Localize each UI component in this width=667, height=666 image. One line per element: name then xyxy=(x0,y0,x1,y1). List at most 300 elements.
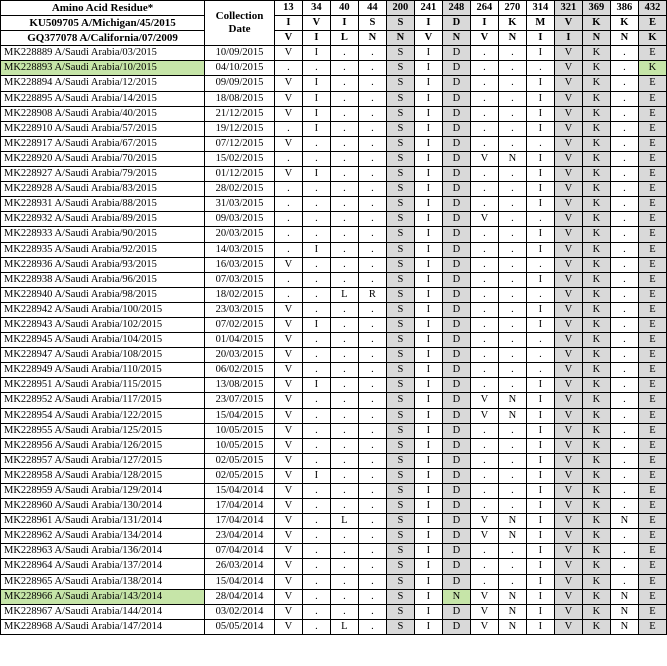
residue-cell: S xyxy=(386,136,414,151)
residue-cell: V xyxy=(274,393,302,408)
residue-cell: . xyxy=(274,212,302,227)
table-row xyxy=(1,106,667,121)
table-row xyxy=(1,227,667,242)
residue-cell: . xyxy=(610,257,638,272)
residue-cell: . xyxy=(330,121,358,136)
residue-cell: I xyxy=(414,544,442,559)
residue-cell: S xyxy=(386,438,414,453)
residue-cell: E xyxy=(638,302,666,317)
residue-cell: K xyxy=(582,619,610,634)
table-row xyxy=(1,197,667,212)
residue-cell: I xyxy=(414,514,442,529)
residue-cell: . xyxy=(470,91,498,106)
residue-cell: V xyxy=(470,589,498,604)
residue-cell: . xyxy=(610,438,638,453)
residue-cell: . xyxy=(274,182,302,197)
residue-cell: . xyxy=(358,408,386,423)
residue-cell: . xyxy=(498,257,526,272)
table-body xyxy=(1,46,667,635)
residue-cell: E xyxy=(638,363,666,378)
residue-cell: D xyxy=(442,227,470,242)
residue-cell: E xyxy=(638,393,666,408)
reference-residue: L xyxy=(330,31,358,46)
residue-cell: N xyxy=(610,604,638,619)
residue-cell: . xyxy=(610,121,638,136)
residue-cell: V xyxy=(554,242,582,257)
residue-cell: . xyxy=(330,468,358,483)
residue-cell: . xyxy=(610,574,638,589)
table-row xyxy=(1,136,667,151)
residue-cell: . xyxy=(498,484,526,499)
strain-name: MK228951 A/Saudi Arabia/115/2015 xyxy=(1,378,205,393)
residue-cell: . xyxy=(358,499,386,514)
table-row xyxy=(1,167,667,182)
residue-cell: . xyxy=(610,272,638,287)
residue-cell: E xyxy=(638,317,666,332)
residue-cell: I xyxy=(526,529,554,544)
residue-cell: . xyxy=(358,529,386,544)
reference-residue: K xyxy=(582,16,610,31)
residue-cell: . xyxy=(330,363,358,378)
residue-cell: S xyxy=(386,604,414,619)
residue-cell: K xyxy=(582,212,610,227)
residue-cell: I xyxy=(526,106,554,121)
reference-row xyxy=(1,31,667,46)
residue-cell: E xyxy=(638,333,666,348)
residue-cell: V xyxy=(554,514,582,529)
residue-cell: I xyxy=(526,544,554,559)
collection-date: 16/03/2015 xyxy=(205,257,275,272)
collection-date: 15/02/2015 xyxy=(205,151,275,166)
residue-cell: I xyxy=(414,604,442,619)
residue-cell: . xyxy=(470,333,498,348)
residue-cell: K xyxy=(582,529,610,544)
residue-cell: . xyxy=(358,619,386,634)
residue-cell: D xyxy=(442,257,470,272)
strain-name: MK228927 A/Saudi Arabia/79/2015 xyxy=(1,167,205,182)
residue-cell: S xyxy=(386,227,414,242)
residue-cell: K xyxy=(582,604,610,619)
residue-cell: D xyxy=(442,604,470,619)
residue-cell: S xyxy=(386,378,414,393)
residue-cell: . xyxy=(330,272,358,287)
residue-cell: . xyxy=(498,106,526,121)
residue-cell: . xyxy=(470,197,498,212)
collection-date: 10/05/2015 xyxy=(205,438,275,453)
reference-residue: V xyxy=(470,31,498,46)
residue-cell: . xyxy=(302,529,330,544)
residue-cell: V xyxy=(274,257,302,272)
residue-cell: D xyxy=(442,272,470,287)
strain-name: MK228928 A/Saudi Arabia/83/2015 xyxy=(1,182,205,197)
residue-cell: . xyxy=(358,453,386,468)
residue-cell: I xyxy=(414,287,442,302)
reference-name: KU509705 A/Michigan/45/2015 xyxy=(1,16,205,31)
residue-cell: D xyxy=(442,378,470,393)
table-title: Amino Acid Residue* xyxy=(1,1,205,16)
residue-cell: K xyxy=(582,378,610,393)
residue-cell: D xyxy=(442,408,470,423)
reference-residue: I xyxy=(554,31,582,46)
reference-name: GQ377078 A/California/07/2009 xyxy=(1,31,205,46)
strain-name: MK228965 A/Saudi Arabia/138/2014 xyxy=(1,574,205,589)
residue-cell: . xyxy=(498,227,526,242)
collection-date: 07/03/2015 xyxy=(205,272,275,287)
residue-cell: K xyxy=(582,544,610,559)
position-header: 270 xyxy=(498,1,526,16)
residue-cell: . xyxy=(330,423,358,438)
residue-cell: S xyxy=(386,212,414,227)
residue-cell: . xyxy=(470,242,498,257)
position-header: 40 xyxy=(330,1,358,16)
table-row xyxy=(1,544,667,559)
residue-cell: V xyxy=(274,167,302,182)
residue-cell: V xyxy=(554,559,582,574)
residue-cell: E xyxy=(638,484,666,499)
residue-cell: I xyxy=(526,604,554,619)
positions-header-row xyxy=(1,1,667,16)
residue-cell: . xyxy=(610,453,638,468)
table-row xyxy=(1,393,667,408)
table-row xyxy=(1,453,667,468)
residue-cell: . xyxy=(358,544,386,559)
table-row xyxy=(1,182,667,197)
residue-cell: V xyxy=(274,46,302,61)
residue-cell: K xyxy=(582,197,610,212)
residue-cell: N xyxy=(498,589,526,604)
strain-name: MK228931 A/Saudi Arabia/88/2015 xyxy=(1,197,205,212)
residue-cell: D xyxy=(442,242,470,257)
residue-cell: V xyxy=(554,212,582,227)
residue-cell: . xyxy=(610,333,638,348)
residue-cell: . xyxy=(358,574,386,589)
residue-cell: E xyxy=(638,378,666,393)
residue-cell: V xyxy=(554,529,582,544)
residue-cell: E xyxy=(638,529,666,544)
residue-cell: . xyxy=(526,136,554,151)
residue-cell: E xyxy=(638,514,666,529)
residue-cell: I xyxy=(302,91,330,106)
residue-cell: V xyxy=(554,408,582,423)
residue-cell: . xyxy=(302,363,330,378)
residue-cell: K xyxy=(582,242,610,257)
residue-cell: . xyxy=(358,76,386,91)
residue-cell: K xyxy=(582,61,610,76)
strain-name: MK228956 A/Saudi Arabia/126/2015 xyxy=(1,438,205,453)
residue-cell: V xyxy=(274,136,302,151)
residue-cell: V xyxy=(554,453,582,468)
residue-cell: . xyxy=(302,333,330,348)
strain-name: MK228894 A/Saudi Arabia/12/2015 xyxy=(1,76,205,91)
residue-cell: D xyxy=(442,363,470,378)
residue-cell: . xyxy=(358,559,386,574)
residue-cell: . xyxy=(302,604,330,619)
position-header: 321 xyxy=(554,1,582,16)
residue-cell: E xyxy=(638,619,666,634)
residue-cell: V xyxy=(274,91,302,106)
residue-cell: . xyxy=(470,574,498,589)
table-row xyxy=(1,363,667,378)
strain-name: MK228936 A/Saudi Arabia/93/2015 xyxy=(1,257,205,272)
residue-cell: N xyxy=(498,619,526,634)
residue-cell: . xyxy=(358,393,386,408)
residue-cell: I xyxy=(414,393,442,408)
residue-cell: . xyxy=(274,272,302,287)
position-header: 432 xyxy=(638,1,666,16)
residue-cell: . xyxy=(610,167,638,182)
residue-cell: . xyxy=(302,287,330,302)
residue-cell: . xyxy=(498,468,526,483)
residue-cell: S xyxy=(386,529,414,544)
residue-cell: V xyxy=(554,46,582,61)
residue-cell: K xyxy=(582,574,610,589)
residue-cell: K xyxy=(582,182,610,197)
residue-cell: . xyxy=(526,333,554,348)
collection-date: 07/02/2015 xyxy=(205,317,275,332)
residue-cell: . xyxy=(498,76,526,91)
reference-residue: E xyxy=(638,16,666,31)
residue-cell: . xyxy=(358,106,386,121)
residue-cell: E xyxy=(638,408,666,423)
residue-cell: I xyxy=(526,514,554,529)
residue-cell: . xyxy=(610,302,638,317)
residue-cell: V xyxy=(274,499,302,514)
residue-cell: V xyxy=(470,619,498,634)
collection-date: 09/09/2015 xyxy=(205,76,275,91)
residue-cell: V xyxy=(274,619,302,634)
position-header: 248 xyxy=(442,1,470,16)
residue-cell: . xyxy=(302,559,330,574)
strain-name: MK228963 A/Saudi Arabia/136/2014 xyxy=(1,544,205,559)
residue-cell: V xyxy=(554,438,582,453)
residue-cell: V xyxy=(554,544,582,559)
residue-cell: I xyxy=(526,393,554,408)
residue-cell: . xyxy=(330,91,358,106)
residue-cell: D xyxy=(442,136,470,151)
residue-cell: D xyxy=(442,61,470,76)
residue-cell: . xyxy=(610,61,638,76)
residue-cell: E xyxy=(638,121,666,136)
residue-cell: S xyxy=(386,499,414,514)
collection-date-header: Collection Date xyxy=(205,1,275,46)
residue-cell: S xyxy=(386,272,414,287)
residue-cell: . xyxy=(610,46,638,61)
residue-cell: . xyxy=(330,151,358,166)
residue-cell: . xyxy=(358,61,386,76)
residue-cell: S xyxy=(386,423,414,438)
residue-cell: S xyxy=(386,76,414,91)
residue-cell: K xyxy=(582,227,610,242)
collection-date: 31/03/2015 xyxy=(205,197,275,212)
residue-cell: V xyxy=(554,378,582,393)
residue-cell: . xyxy=(302,182,330,197)
residue-cell: . xyxy=(498,317,526,332)
residue-cell: V xyxy=(274,76,302,91)
table-row xyxy=(1,574,667,589)
collection-date: 02/05/2015 xyxy=(205,453,275,468)
residue-cell: I xyxy=(414,408,442,423)
residue-cell: N xyxy=(498,529,526,544)
residue-cell: D xyxy=(442,619,470,634)
residue-cell: . xyxy=(330,257,358,272)
residue-cell: S xyxy=(386,317,414,332)
residue-cell: . xyxy=(610,242,638,257)
residue-cell: I xyxy=(526,378,554,393)
residue-cell: I xyxy=(414,227,442,242)
residue-cell: D xyxy=(442,559,470,574)
residue-cell: . xyxy=(470,182,498,197)
residue-cell: . xyxy=(358,91,386,106)
residue-cell: N xyxy=(498,408,526,423)
collection-date: 01/12/2015 xyxy=(205,167,275,182)
residue-cell: I xyxy=(302,378,330,393)
position-header: 44 xyxy=(358,1,386,16)
residue-cell: . xyxy=(358,348,386,363)
residue-cell: V xyxy=(274,348,302,363)
residue-cell: V xyxy=(554,574,582,589)
residue-cell: . xyxy=(498,46,526,61)
reference-residue: N xyxy=(358,31,386,46)
residue-cell: I xyxy=(414,529,442,544)
residue-cell: K xyxy=(582,272,610,287)
residue-cell: N xyxy=(498,151,526,166)
residue-cell: . xyxy=(302,61,330,76)
collection-date: 01/04/2015 xyxy=(205,333,275,348)
residue-cell: V xyxy=(274,574,302,589)
residue-cell: . xyxy=(302,408,330,423)
position-header: 241 xyxy=(414,1,442,16)
residue-cell: . xyxy=(470,348,498,363)
strain-name: MK228961 A/Saudi Arabia/131/2014 xyxy=(1,514,205,529)
residue-cell: E xyxy=(638,559,666,574)
residue-cell: . xyxy=(358,484,386,499)
residue-cell: . xyxy=(610,136,638,151)
residue-cell: S xyxy=(386,46,414,61)
residue-cell: . xyxy=(470,76,498,91)
collection-date: 15/04/2015 xyxy=(205,408,275,423)
residue-cell: I xyxy=(414,589,442,604)
position-header: 386 xyxy=(610,1,638,16)
residue-cell: V xyxy=(554,287,582,302)
strain-name: MK228908 A/Saudi Arabia/40/2015 xyxy=(1,106,205,121)
table-row xyxy=(1,121,667,136)
residue-cell: K xyxy=(582,46,610,61)
residue-cell: N xyxy=(498,604,526,619)
residue-cell: I xyxy=(414,151,442,166)
residue-cell: K xyxy=(582,423,610,438)
reference-residue: I xyxy=(302,31,330,46)
residue-cell: . xyxy=(358,468,386,483)
residue-cell: . xyxy=(498,574,526,589)
residue-cell: V xyxy=(554,619,582,634)
residue-cell: . xyxy=(358,121,386,136)
residue-cell: . xyxy=(330,106,358,121)
table-row xyxy=(1,242,667,257)
residue-cell: . xyxy=(358,302,386,317)
residue-cell: S xyxy=(386,333,414,348)
reference-residue: N xyxy=(442,31,470,46)
residue-cell: S xyxy=(386,287,414,302)
residue-cell: K xyxy=(582,121,610,136)
residue-cell: . xyxy=(610,559,638,574)
residue-cell: I xyxy=(302,242,330,257)
residue-cell: V xyxy=(554,423,582,438)
residue-cell: D xyxy=(442,106,470,121)
residue-cell: V xyxy=(554,499,582,514)
strain-name: MK228958 A/Saudi Arabia/128/2015 xyxy=(1,468,205,483)
residue-cell: V xyxy=(554,272,582,287)
residue-cell: K xyxy=(582,499,610,514)
residue-cell: I xyxy=(526,197,554,212)
residue-cell: . xyxy=(330,182,358,197)
residue-cell: L xyxy=(330,287,358,302)
residue-cell: I xyxy=(526,589,554,604)
residue-cell: D xyxy=(442,544,470,559)
residue-cell: . xyxy=(610,287,638,302)
residue-cell: . xyxy=(330,438,358,453)
residue-cell: . xyxy=(330,529,358,544)
residue-cell: I xyxy=(526,438,554,453)
residue-cell: . xyxy=(498,453,526,468)
residue-cell: V xyxy=(470,408,498,423)
residue-cell: I xyxy=(414,348,442,363)
residue-cell: . xyxy=(302,484,330,499)
residue-cell: K xyxy=(582,484,610,499)
strain-name: MK228955 A/Saudi Arabia/125/2015 xyxy=(1,423,205,438)
strain-name: MK228954 A/Saudi Arabia/122/2015 xyxy=(1,408,205,423)
residue-cell: S xyxy=(386,544,414,559)
residue-cell: . xyxy=(330,484,358,499)
residue-cell: I xyxy=(414,167,442,182)
residue-cell: K xyxy=(582,302,610,317)
residue-cell: V xyxy=(554,121,582,136)
residue-cell: N xyxy=(498,393,526,408)
strain-name: MK228920 A/Saudi Arabia/70/2015 xyxy=(1,151,205,166)
residue-cell: E xyxy=(638,151,666,166)
residue-cell: E xyxy=(638,604,666,619)
residue-cell: . xyxy=(498,287,526,302)
residue-cell: E xyxy=(638,574,666,589)
residue-cell: V xyxy=(554,106,582,121)
residue-cell: E xyxy=(638,76,666,91)
residue-cell: N xyxy=(442,589,470,604)
residue-cell: K xyxy=(582,408,610,423)
residue-cell: I xyxy=(414,499,442,514)
strain-name: MK228957 A/Saudi Arabia/127/2015 xyxy=(1,453,205,468)
residue-cell: K xyxy=(638,61,666,76)
residue-cell: . xyxy=(302,589,330,604)
residue-cell: I xyxy=(526,227,554,242)
table-row xyxy=(1,499,667,514)
strain-name: MK228967 A/Saudi Arabia/144/2014 xyxy=(1,604,205,619)
residue-cell: K xyxy=(582,393,610,408)
residue-cell: K xyxy=(582,559,610,574)
strain-name: MK228893 A/Saudi Arabia/10/2015 xyxy=(1,61,205,76)
residue-cell: S xyxy=(386,514,414,529)
residue-cell: . xyxy=(470,363,498,378)
residue-cell: E xyxy=(638,212,666,227)
residue-cell: . xyxy=(274,242,302,257)
collection-date: 02/05/2015 xyxy=(205,468,275,483)
residue-cell: K xyxy=(582,348,610,363)
reference-residue: S xyxy=(386,16,414,31)
residue-cell: . xyxy=(302,227,330,242)
collection-date: 23/03/2015 xyxy=(205,302,275,317)
residue-cell: . xyxy=(358,589,386,604)
residue-cell: . xyxy=(302,348,330,363)
table-row xyxy=(1,468,667,483)
residue-cell: S xyxy=(386,167,414,182)
